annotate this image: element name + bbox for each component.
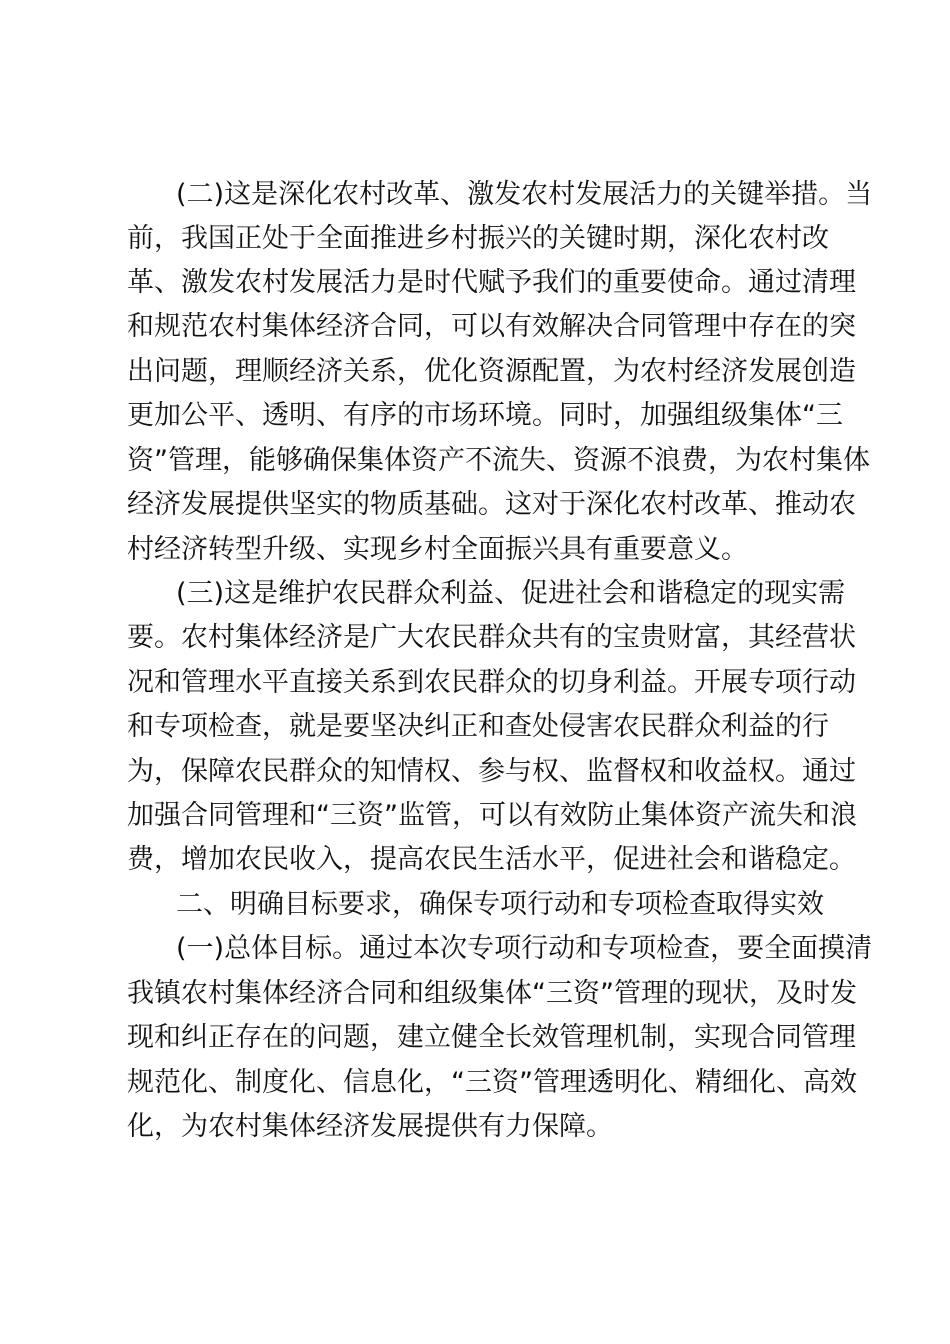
para2-line-7: 资”管理，能够确保集体资产不流失、资源不浪费，为农村集体 xyxy=(127,445,870,476)
para2-line-1: (二)这是深化农村改革、激发农村发展活力的关键举措。当 xyxy=(176,179,873,210)
para3-line-2: 要。农村集体经济是广大农民群众共有的宝贵财富，其经营状 xyxy=(127,622,856,653)
para4-line-3: 现和纠正存在的问题，建立健全长效管理机制，实现合同管理 xyxy=(127,1022,856,1053)
para2-line-6: 更加公平、透明、有序的市场环境。同时，加强组级集体“三 xyxy=(127,400,843,431)
para4-line-4: 规范化、制度化、信息化，“三资”管理透明化、精细化、高效 xyxy=(127,1067,857,1098)
para4-line-2: 我镇农村集体经济合同和组级集体“三资”管理的现状，及时发 xyxy=(127,978,857,1009)
para2-line-9: 村经济转型升级、实现乡村全面振兴具有重要意义。 xyxy=(127,534,748,565)
para3-line-5: 为，保障农民群众的知情权、参与权、监督权和收益权。通过 xyxy=(127,756,856,787)
para4-line-5: 化，为农村集体经济发展提供有力保障。 xyxy=(127,1111,613,1142)
para2-line-2: 前，我国正处于全面推进乡村振兴的关键时期，深化农村改 xyxy=(127,223,829,254)
para3-line-7: 费，增加农民收入，提高农民生活水平，促进社会和谐稳定。 xyxy=(127,844,856,875)
para4-line-1: (一)总体目标。通过本次专项行动和专项检查，要全面摸清 xyxy=(176,933,873,964)
para2-line-8: 经济发展提供坚实的物质基础。这对于深化农村改革、推动农 xyxy=(127,489,856,520)
para3-line-4: 和专项检查，就是要坚决纠正和查处侵害农民群众利益的行 xyxy=(127,711,829,742)
para3-line-3: 况和管理水平直接关系到农民群众的切身利益。开展专项行动 xyxy=(127,667,856,698)
para3-line-1: (三)这是维护农民群众利益、促进社会和谐稳定的现实需 xyxy=(176,578,846,609)
para2-line-5: 出问题，理顺经济关系，优化资源配置，为农村经济发展创造 xyxy=(127,356,856,387)
para2-line-3: 革、激发农村发展活力是时代赋予我们的重要使命。通过清理 xyxy=(127,267,856,298)
para2-line-4: 和规范农村集体经济合同，可以有效解决合同管理中存在的突 xyxy=(127,311,856,342)
section-heading: 二、明确目标要求，确保专项行动和专项检查取得实效 xyxy=(176,889,824,920)
para3-line-6: 加强合同管理和“三资”监管，可以有效防止集体资产流失和浪 xyxy=(127,800,857,831)
